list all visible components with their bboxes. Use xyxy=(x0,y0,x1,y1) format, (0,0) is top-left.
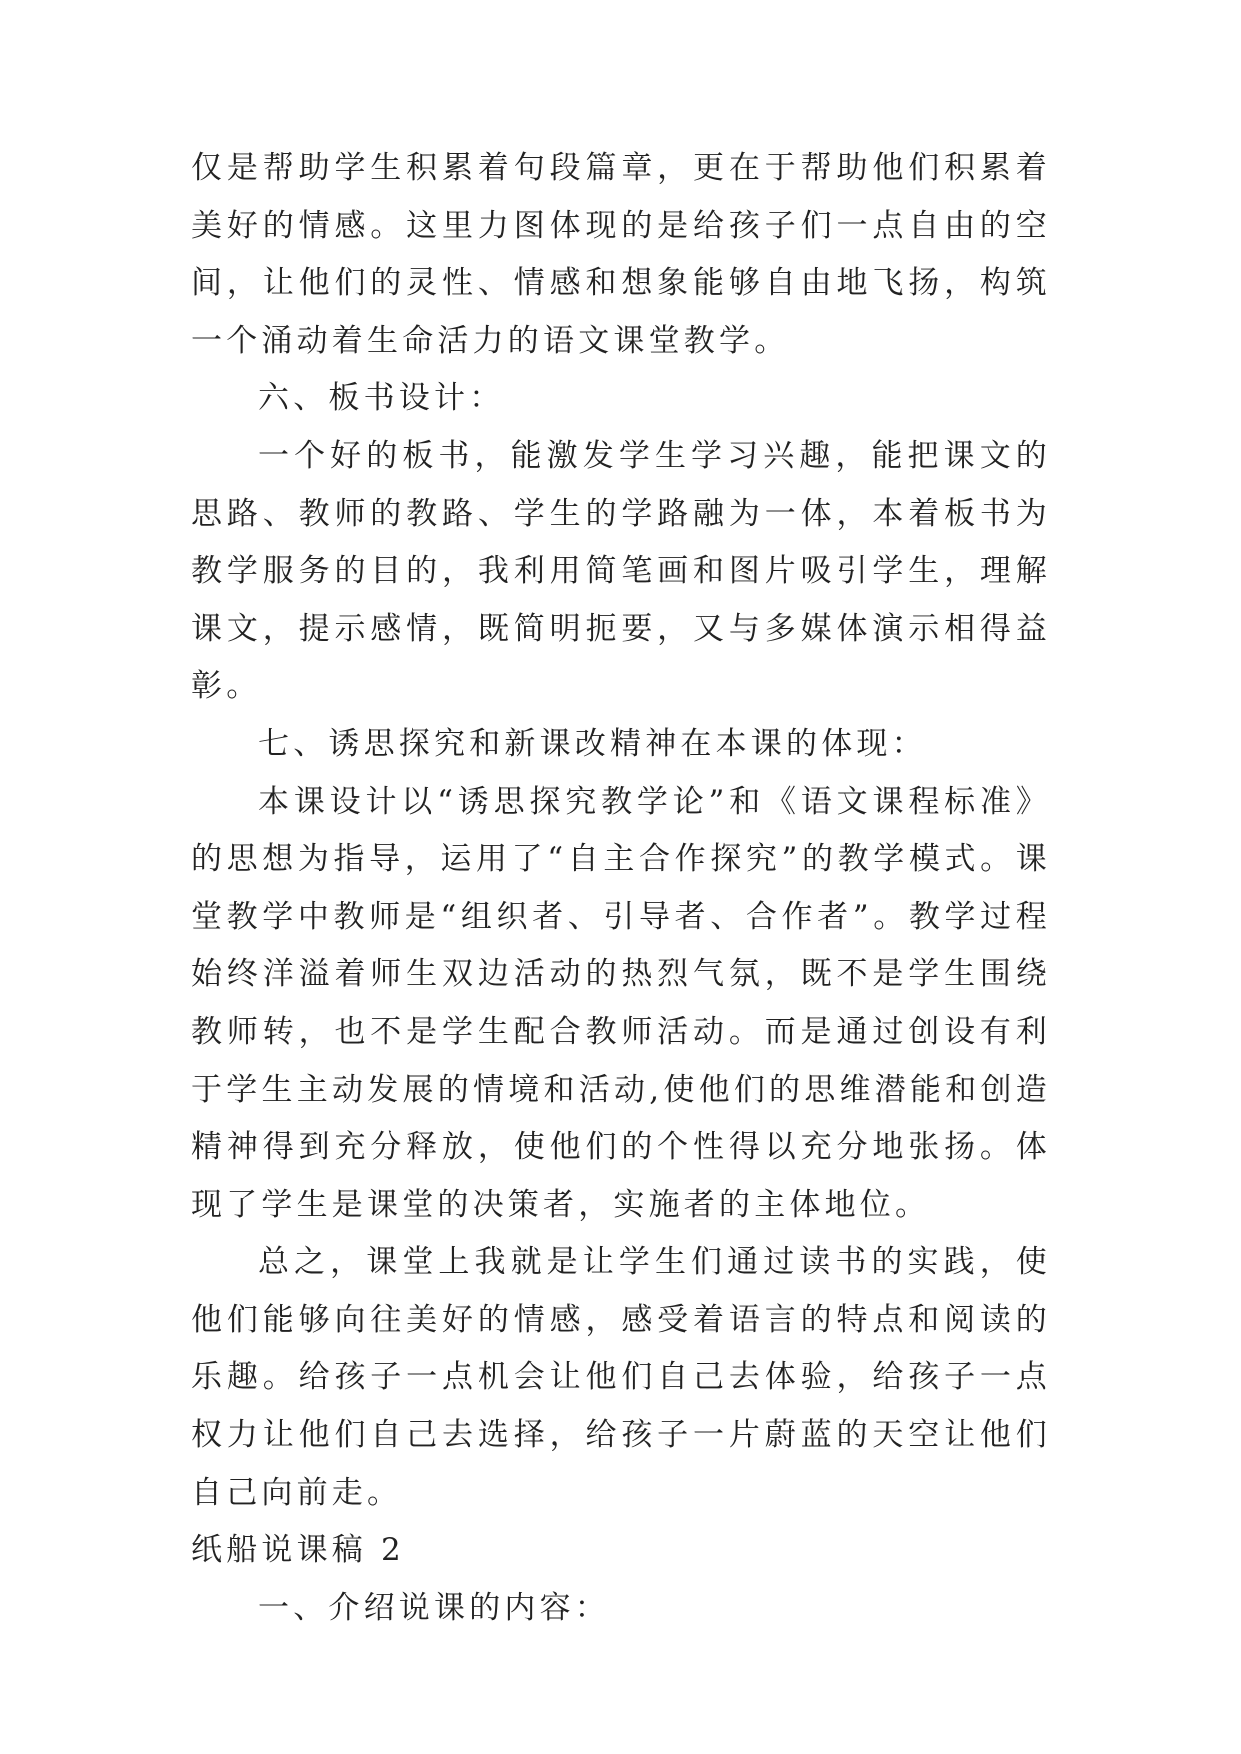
section-heading-inquiry-reform: 七、诱思探究和新课改精神在本课的体现： xyxy=(258,725,927,762)
paragraph-summary: 总之，课堂上我就是让学生们通过读书的实践，使他们能够向往美好的情感，感受着语言的特点和阅读的乐趣。给孩子一点机会让他们自己去体验，给孩子一点权力让他们自己去选择，给孩子一片蔚蓝的天空让他们自己向前走。 xyxy=(191,1244,1051,1511)
section-heading-introduction: 一、介绍说课的内容： xyxy=(258,1589,610,1626)
document-body xyxy=(191,140,1051,1637)
paragraph-blackboard-design: 一个好的板书，能激发学生学习兴趣，能把课文的思路、教师的教路、学生的学路融为一体，本着板书为教学服务的目的，我利用简笔画和图片吸引学生，理解课文，提示感情，既简明扼要，又与多媒体演示相得益彰。 xyxy=(191,437,1051,705)
paragraph-continuation: 仅是帮助学生积累着句段篇章，更在于帮助他们积累着美好的情感。这里力图体现的是给孩子们一点自由的空间，让他们的灵性、情感和想象能够自由地飞扬，构筑一个涌动着生命活力的语文课堂教学。 xyxy=(191,150,1051,359)
document-title: 纸船说课稿 2 xyxy=(191,1532,405,1569)
paragraph-inquiry-reform: 本课设计以“诱思探究教学论”和《语文课程标准》的思想为指导，运用了“自主合作探究”的教学模式。课堂教学中教师是“组织者、引导者、合作者”。教学过程始终洋溢着师生双边活动的热烈气氛，既不是学生围绕教师转，也不是学生配合教师活动。而是通过创设有利于学生主动发展的情境和活动,使他们的思维潜能和创造精神得到充分释放，使他们的个性得以充分地张扬。体现了学生是课堂的决策者，实施者的主体地位。 xyxy=(191,783,1051,1223)
section-heading-blackboard-design: 六、板书设计： xyxy=(258,380,505,417)
